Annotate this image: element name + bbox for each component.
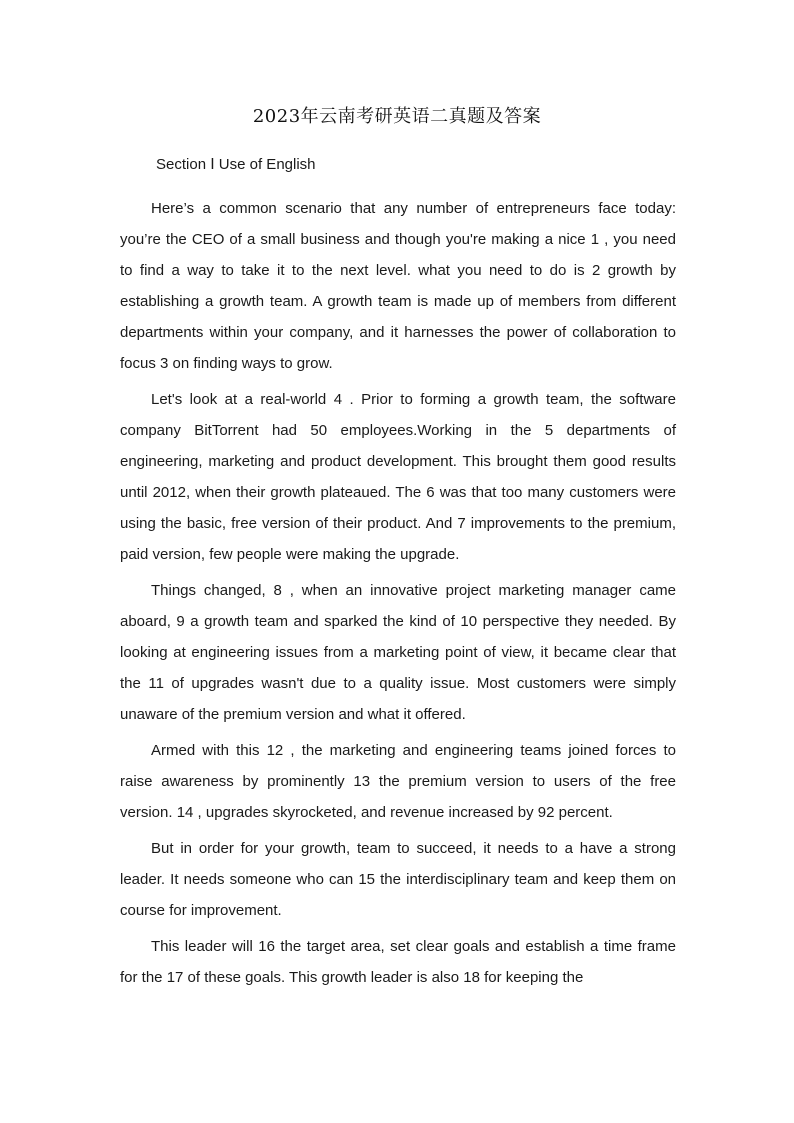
paragraph: This leader will 16 the target area, set clear goals and establish a time frame for the 17 of these goals. This growth leader is also 18 for keeping the bbox=[120, 938, 676, 986]
section-heading: Section Ⅰ Use of English bbox=[156, 156, 316, 173]
document-body bbox=[120, 193, 676, 998]
paragraph: Let's look at a real-world 4 . Prior to forming a growth team, the software company BitTorrent had 50 employees.Working in the 5 departments of engineering, marketing and product development. This brought them good results until 2012, when their growth plateaued. The 6 was that too many customers were using the basic, free version of their product. And 7 improvements to the premium, paid version, few people were making the upgrade. bbox=[120, 391, 676, 563]
paragraph: Here’s a common scenario that any number of entrepreneurs face today: you’re the CEO of a small business and though you're making a nice 1 , you need to find a way to take it to the next level. what you need to do is 2 growth by establishing a growth team. A growth team is made up of members from different departments within your company, and it harnesses the power of collaboration to focus 3 on finding ways to grow. bbox=[120, 200, 676, 372]
document-title: 2023年云南考研英语二真题及答案 bbox=[252, 106, 542, 127]
paragraph: Armed with this 12 , the marketing and engineering teams joined forces to raise awareness by prominently 13 the premium version to users of the free version. 14 , upgrades skyrocketed, and revenue increased by 92 percent. bbox=[120, 742, 676, 821]
paragraph: Things changed, 8 , when an innovative project marketing manager came aboard, 9 a growth team and sparked the kind of 10 perspective they needed. By looking at engineering issues from a marketing point of view, it became clear that the 11 of upgrades wasn't due to a quality issue. Most customers were simply unaware of the premium version and what it offered. bbox=[120, 582, 676, 723]
paragraph: But in order for your growth, team to succeed, it needs to a have a strong leader. It needs someone who can 15 the interdisciplinary team and keep them on course for improvement. bbox=[120, 840, 676, 919]
